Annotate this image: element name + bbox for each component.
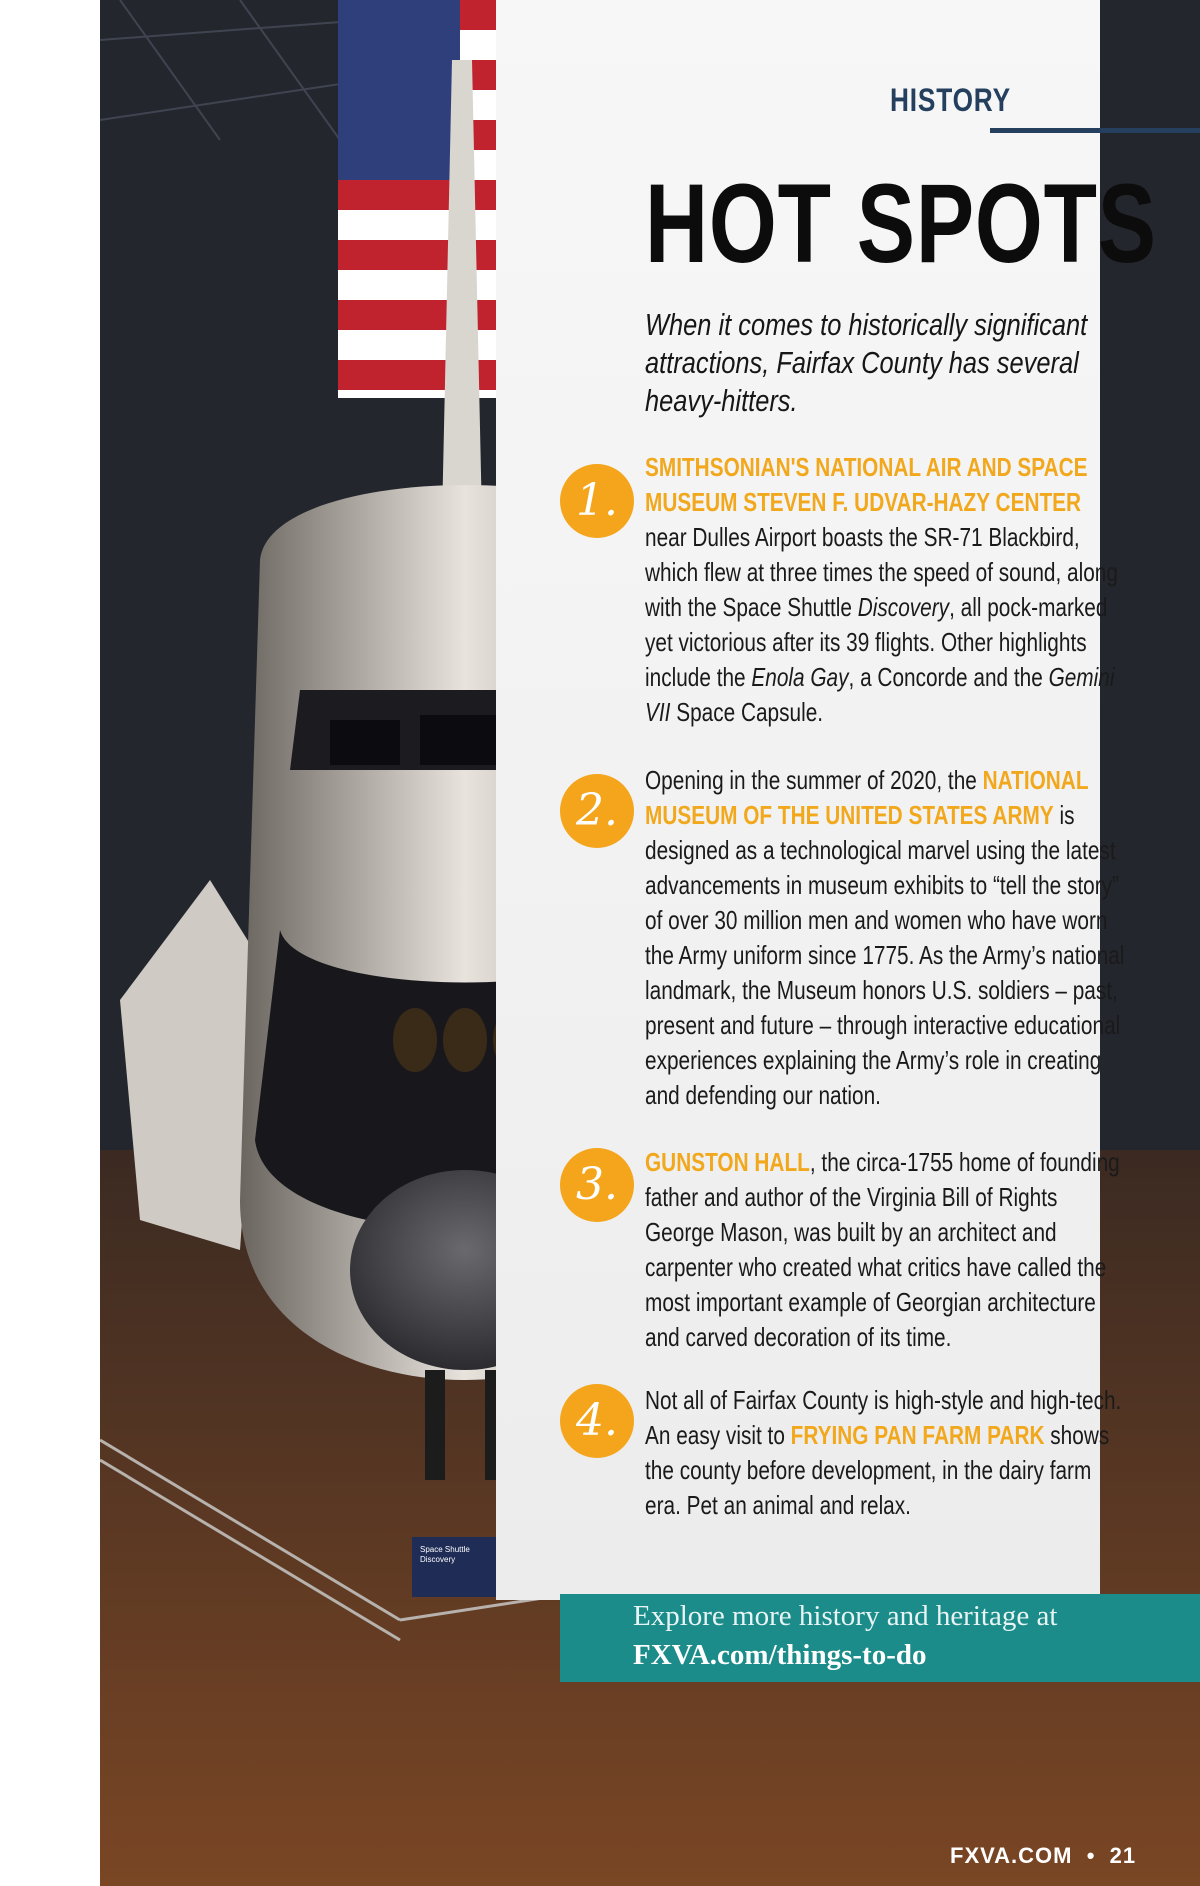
number-badge-3: 3. <box>560 1148 634 1222</box>
hot-spot-4 <box>645 1383 1185 1523</box>
page-folio <box>950 1843 1136 1869</box>
exhibit-sign-title: Space Shuttle <box>420 1545 470 1554</box>
folio-site: FXVA.COM <box>950 1843 1073 1868</box>
hot-spot-2-body: is designed as a technological marvel using the latest advancements in museum exhibits to “tell the story” of over 30 million men and women who have worn the Army uniform since 1775. As the Army’s national landmark, the Museum honors U.S. soldiers – past, present and future – through interactive educational experiences explaining the Army’s role in creating and defending our nation. <box>645 800 1125 1110</box>
hot-spot-4-lead: Not all of Fairfax County is high-style and high-tech. An easy visit to <box>645 1385 1122 1450</box>
hot-spot-1-text <box>645 450 1125 730</box>
hot-spot-4-text <box>645 1383 1125 1523</box>
hot-spot-2-name: NATIONAL MUSEUM OF THE UNITED STATES ARMY <box>645 765 1089 830</box>
hot-spot-1-body-b: , all pock-marked yet victorious after its 39 flights. Other highlights include the <box>645 592 1108 692</box>
hot-spot-3-name: GUNSTON HALL <box>645 1147 810 1177</box>
hot-spot-1-body-d: Space Capsule. <box>670 697 824 727</box>
folio-separator: • <box>1086 1843 1096 1868</box>
discovery-italic: Discovery <box>857 592 950 622</box>
hot-spot-3 <box>645 1145 1185 1355</box>
cta-text: Explore more history and heritage at <box>633 1600 1058 1632</box>
page-number: 21 <box>1109 1843 1137 1868</box>
hot-spot-3-text <box>645 1145 1125 1355</box>
intro-text: When it comes to historically significant attractions, Fairfax County has several heavy-hitters. <box>645 307 1088 418</box>
hot-spot-1-body-c: , a Concorde and the <box>848 662 1049 692</box>
cta-link[interactable]: FXVA.com/things-to-do <box>633 1639 927 1671</box>
page-margin <box>0 0 100 1886</box>
page-title: HOT SPOTS <box>645 161 1157 286</box>
exhibit-sign-subtitle: Discovery <box>420 1555 456 1564</box>
hot-spot-1 <box>645 450 1185 730</box>
hot-spot-4-body: shows the county before development, in the dairy farm era. Pet an animal and relax. <box>645 1420 1110 1520</box>
section-label: HISTORY <box>890 82 1011 118</box>
hot-spot-2 <box>645 763 1185 1113</box>
number-badge-4: 4. <box>560 1384 634 1458</box>
section-rule <box>990 128 1200 133</box>
hot-spot-1-name: SMITHSONIAN'S NATIONAL AIR AND SPACE MUSEUM STEVEN F. UDVAR-HAZY CENTER <box>645 452 1088 517</box>
hot-spot-2-lead: Opening in the summer of 2020, the <box>645 765 983 795</box>
hot-spot-4-name: FRYING PAN FARM PARK <box>790 1420 1045 1450</box>
gemini-italic: Gemini VII <box>645 662 1115 727</box>
enola-gay-italic: Enola Gay <box>751 662 849 692</box>
hot-spot-1-body-a: near Dulles Airport boasts the SR-71 Blackbird, which flew at three times the speed of sound, along with the Space Shuttle <box>645 522 1118 622</box>
number-badge-1: 1. <box>560 464 634 538</box>
hot-spot-2-text <box>645 763 1125 1113</box>
number-badge-2: 2. <box>560 774 634 848</box>
hot-spot-3-body: , the circa-1755 home of founding father and author of the Virginia Bill of Rights George Mason, was built by an architect and carpenter who created what critics have called the most important example of Georgian architecture and carved decoration of its time. <box>645 1147 1120 1352</box>
